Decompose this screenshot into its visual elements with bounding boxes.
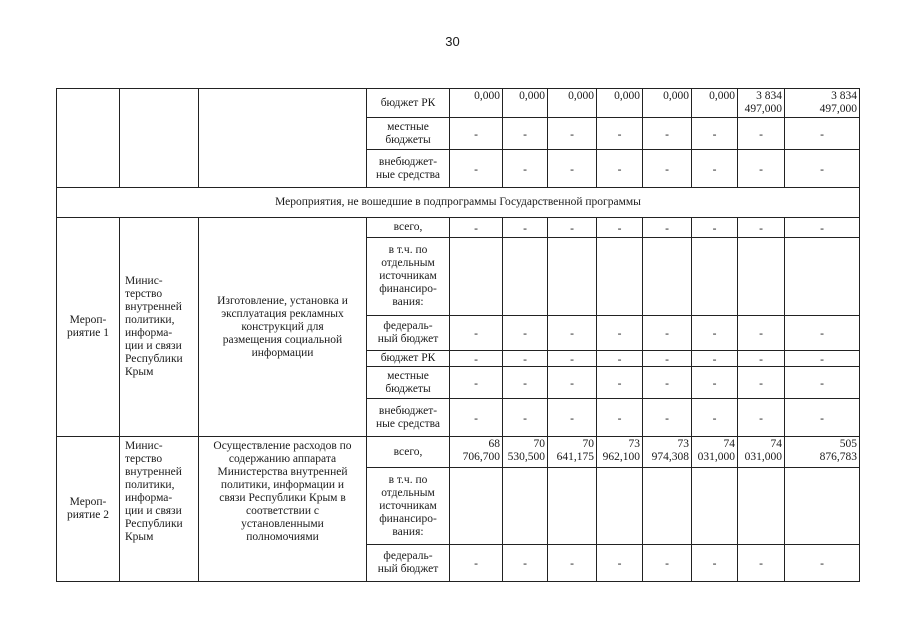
source-cell: в т.ч. по отдельным источникам финансиро- вания: [366,467,450,545]
value-cell: - [502,544,548,582]
value-cell: - [449,366,503,399]
value-cell: - [784,544,860,582]
source-cell: федераль- ный бюджет [366,315,450,351]
value-cell: - [691,149,738,188]
measure-label-cell [56,88,120,188]
value-cell: 0,000 [502,88,548,118]
source-cell: всего, [366,436,450,468]
source-cell: местные бюджеты [366,366,450,399]
value-cell: - [691,217,738,238]
value-cell: 73 974,308 [642,436,692,468]
value-cell: - [737,350,785,367]
value-cell: - [502,398,548,437]
value-cell: - [449,398,503,437]
measure-1-executor: Минис- терство внутренней политики, информа- ции и связи Республики Крым [119,217,199,437]
value-cell: - [596,315,643,351]
source-cell: федераль- ный бюджет [366,544,450,582]
value-cell: 70 530,500 [502,436,548,468]
page-number: 30 [445,34,460,49]
source-cell: бюджет РК [366,350,450,367]
value-cell: - [642,544,692,582]
value-cell [691,467,738,545]
value-cell: - [502,350,548,367]
value-cell [596,237,643,316]
source-cell: местные бюджеты [366,117,450,150]
section-header: Мероприятия, не вошедшие в подпрограммы Государственной программы [56,187,860,218]
value-cell [596,467,643,545]
value-cell: - [547,315,597,351]
value-cell [737,467,785,545]
value-cell: 505 876,783 [784,436,860,468]
value-cell: - [547,544,597,582]
value-cell: - [642,149,692,188]
value-cell: - [547,350,597,367]
value-cell: - [502,149,548,188]
value-cell: - [691,315,738,351]
value-cell: - [596,398,643,437]
value-cell: - [784,149,860,188]
value-cell: - [642,217,692,238]
value-cell: - [642,366,692,399]
source-cell: бюджет РК [366,88,450,118]
value-cell: - [449,315,503,351]
measure-2-description: Осуществление расходов по содержанию аппарата Министерства внутренней политики, информации и связи Республики Крым в соответствии с установленными полномочиями [198,436,367,582]
value-cell: - [502,217,548,238]
value-cell: - [691,350,738,367]
value-cell [784,467,860,545]
value-cell: 3 834 497,000 [737,88,785,118]
value-cell: - [502,366,548,399]
value-cell: - [784,350,860,367]
value-cell: - [547,149,597,188]
value-cell [547,467,597,545]
value-cell: - [547,398,597,437]
value-cell: - [737,544,785,582]
value-cell: 74 031,000 [737,436,785,468]
value-cell: - [596,366,643,399]
measure-1-label: Мероп- риятие 1 [56,217,120,437]
value-cell: - [691,117,738,150]
value-cell: 68 706,700 [449,436,503,468]
value-cell: - [502,117,548,150]
value-cell [449,237,503,316]
value-cell: - [596,544,643,582]
value-cell: - [737,149,785,188]
value-cell: - [449,149,503,188]
measure-2-executor: Минис- терство внутренней политики, информа- ции и связи Республики Крым [119,436,199,582]
value-cell: - [737,315,785,351]
measure-2-label: Мероп- риятие 2 [56,436,120,582]
value-cell: - [547,117,597,150]
value-cell [449,467,503,545]
executor-cell [119,88,199,188]
value-cell: - [691,366,738,399]
value-cell [502,467,548,545]
value-cell: - [642,350,692,367]
value-cell: 0,000 [449,88,503,118]
value-cell: - [691,544,738,582]
value-cell: - [737,217,785,238]
value-cell: 0,000 [642,88,692,118]
value-cell [642,467,692,545]
value-cell: 3 834 497,000 [784,88,860,118]
value-cell: 0,000 [547,88,597,118]
source-cell: внебюджет- ные средства [366,398,450,437]
value-cell: - [547,217,597,238]
source-cell: всего, [366,217,450,238]
value-cell: - [596,117,643,150]
value-cell: - [737,366,785,399]
value-cell: - [691,398,738,437]
value-cell: - [449,117,503,150]
value-cell: - [784,217,860,238]
value-cell: 74 031,000 [691,436,738,468]
measure-1-description: Изготовление, установка и эксплуатация рекламных конструкций для размещения социальной информации [198,217,367,437]
value-cell: - [596,149,643,188]
source-cell: внебюджет- ные средства [366,149,450,188]
value-cell: - [449,544,503,582]
value-cell [642,237,692,316]
value-cell: - [784,398,860,437]
value-cell: - [642,398,692,437]
value-cell: - [642,117,692,150]
value-cell: - [737,117,785,150]
value-cell: 73 962,100 [596,436,643,468]
source-cell: в т.ч. по отдельным источникам финансиро- вания: [366,237,450,316]
value-cell [547,237,597,316]
value-cell [737,237,785,316]
value-cell: 70 641,175 [547,436,597,468]
value-cell: 0,000 [596,88,643,118]
value-cell: - [737,398,785,437]
description-cell [198,88,367,188]
value-cell [784,237,860,316]
value-cell [502,237,548,316]
value-cell [691,237,738,316]
value-cell: - [596,217,643,238]
value-cell: - [784,117,860,150]
value-cell: - [784,315,860,351]
value-cell: - [784,366,860,399]
value-cell: - [502,315,548,351]
value-cell: - [642,315,692,351]
value-cell: - [449,217,503,238]
value-cell: 0,000 [691,88,738,118]
value-cell: - [547,366,597,399]
value-cell: - [449,350,503,367]
value-cell: - [596,350,643,367]
